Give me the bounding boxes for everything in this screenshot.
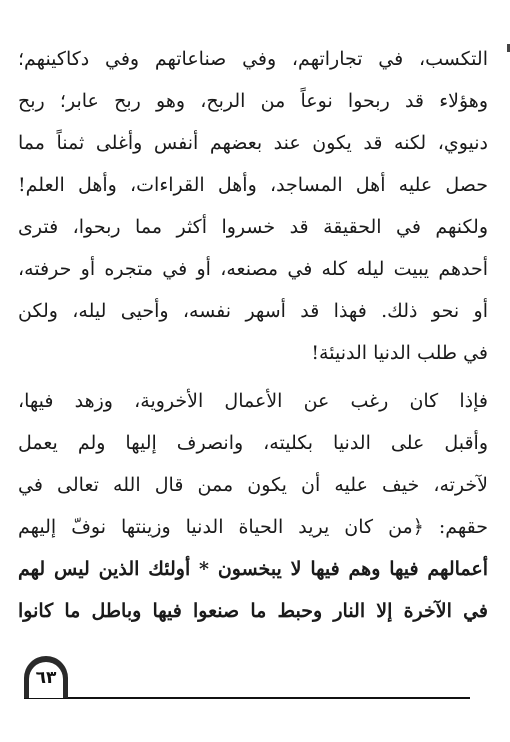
- text-line: التكسب، في تجاراتهم، وفي صناعاتهم وفي دكاكينهم؛: [18, 48, 488, 70]
- text-line: ولكنهم في الحقيقة قد خسروا أكثر مما ربحوا، فترى: [18, 216, 488, 238]
- paragraph-2: [18, 380, 488, 632]
- text-line: فإذا كان رغب عن الأعمال الأخروية، وزهد فيها،: [18, 390, 488, 412]
- page-number-badge: [24, 656, 68, 698]
- text-line: حصل عليه أهل المساجد، وأهل القراءات، وأهل العلم!: [18, 174, 488, 196]
- footer-rule: [24, 697, 470, 699]
- text-line: أحدهم يبيت ليله كله في مصنعه، أو في متجره أو حرفته،: [18, 258, 488, 280]
- quran-verse-line: في الآخرة إلا النار وحبط ما صنعوا فيها وباطل ما كانوا: [18, 600, 488, 622]
- text-line: وهؤلاء قد ربحوا نوعاً من الربح، وهو ربح عابر؛ ربح: [18, 90, 488, 112]
- text-line: أو نحو ذلك. فهذا قد أسهر نفسه، وأحيى ليله، ولكن: [18, 300, 488, 322]
- text-line: وأقبل على الدنيا بكليته، وانصرف إليها ولم يعمل: [18, 432, 488, 454]
- paragraph-1: [18, 38, 488, 374]
- text-line: دنيوي، لكنه قد يكون عند بعضهم أنفس وأغلى ثمناً مما: [18, 132, 488, 154]
- quran-verse-line: أعمالهم فيها وهم فيها لا يبخسون * أولئك الذين ليس لهم: [18, 558, 488, 580]
- text-line: في طلب الدنيا الدنيئة!: [311, 342, 488, 364]
- quran-verse-line: حقهم: ﴿من كان يريد الحياة الدنيا وزينتها نوفّ إليهم: [18, 516, 488, 538]
- page-number: ٦٣: [35, 668, 57, 688]
- text-line: لآخرته، خيف عليه أن يكون ممن قال الله تعالى في: [18, 474, 488, 496]
